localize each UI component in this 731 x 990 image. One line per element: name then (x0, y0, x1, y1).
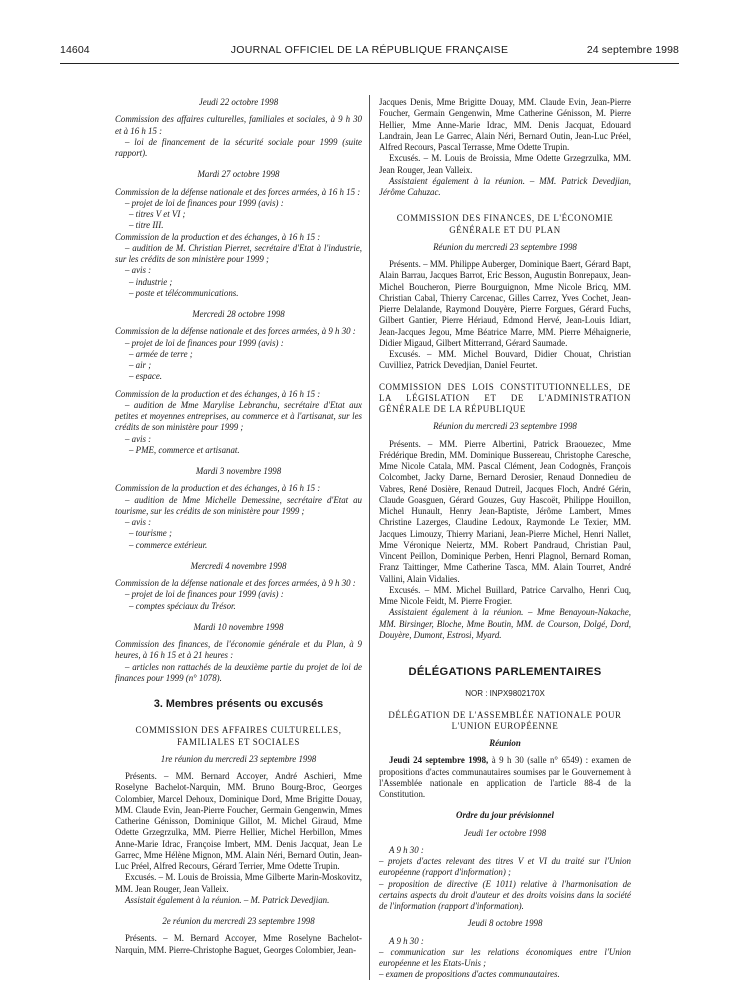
attendance-continued: Jacques Denis, Mme Brigitte Douay, MM. Claude Evin, Jean-Pierre Foucher, Germain Gengenwin, Mme Catherine Génisson, M. Pierre Hellier, Mme Anne-Marie Idrac, MM. Denis Jacquat, Edouard Landrain, Jean Le Garrec, Alain Néri, Bernard Outin, Jean-Luc Préel, Alfred Recours, Pascal Terrasse, Mme Odette Trupin. (379, 97, 631, 152)
date-heading: Jeudi 22 octobre 1998 (198, 97, 279, 107)
agenda-item: – projets d'actes relevant des titres V et VI du traité sur l'Union européenne (rapport d'information) ; (379, 856, 631, 878)
header-rule (60, 63, 679, 64)
section-title: 3. Membres présents ou excusés (153, 698, 324, 710)
agenda-subitem: – industrie ; (129, 276, 173, 287)
agenda-item: – examen de propositions d'actes communautaires. (379, 969, 560, 980)
commission-line: Commission de la production et des échanges, à 16 h 15 : (115, 388, 321, 399)
commission-line: Commission de la production et des échanges, à 16 h 15 : (115, 483, 321, 494)
agenda-item: – audition de Mme Michelle Demessine, secrétaire d'Etat au tourisme, sur les crédits de son ministère pour 1999 ; (115, 494, 362, 516)
attendance-present: Présents. – MM. Pierre Albertini, Patrick Braouezec, Mme Frédérique Bredin, MM. Dominique Bussereau, Christophe Caresche, Mme Nicole Catala, MM. Pascal Clément, Jean Codognès, François Colcombet, Jacky Darne, Bernard Derosier, Renaud Donnedieu de Vabres, René Dosière, Renaud Dutreil, Jacques Floch, André Gérin, Claude Goasguen, Gérard Gouzes, Guy Hascoët, Philippe Houillon, Michel Hunault, Henry Jean-Baptiste, Jérôme Lambert, Mmes Christine Lazerges, Claudine Ledoux, Raymonde Le Texier, MM. Jacques Limouzy, Thierry Mariani, Jean-Pierre Michel, Henri Nallet, Mme Véronique Neiertz, MM. Robert Pandraud, Christian Paul, Vincent Peillon, Dominique Perben, Henri Plagnol, Bernard Roman, Franz Taittinger, Mme Catherine Tasca, MM. Alain Tourret, André Vallini, Alain Vidalies. (379, 438, 631, 584)
agenda-item: – avis : (125, 433, 152, 444)
time-line: A 9 h 30 : (389, 844, 424, 855)
commission-heading: COMMISSION DES FINANCES, DE L'ÉCONOMIE GÉNÉRALE ET DU PLAN (396, 213, 614, 235)
agenda-subitem: – armée de terre ; (129, 348, 193, 359)
attendance-excused: Excusés. – M. Louis de Broissia, Mme Odette Grzegrzulka, MM. Jean Rouger, Jean Valleix. (379, 153, 631, 175)
agenda-subitem: – poste et télécommunications. (129, 287, 239, 298)
agenda-item: – loi de financement de la sécurité sociale pour 1999 (suite rapport). (115, 136, 362, 158)
agenda-subitem: – titre III. (129, 220, 164, 231)
attendance-present: Présents. – MM. Philippe Auberger, Dominique Baert, Gérard Bapt, Alain Barrau, Jacques Barrot, Eric Besson, Augustin Bonrepaux, Jean-Michel Boucheron, Pierre Bourguignon, Mme Nicole Bricq, MM. Christian Cabal, Thierry Carcenac, Gilles Carrez, Yves Cochet, Jean-Pierre Delalande, Raymond Douyère, Pierre Forgues, Gérard Fuchs, Gilbert Gantier, Pierre Hériaud, Edmond Hervé, Jean-Louis Idiart, Jean-Jacques Jegou, Mme Béatrice Marre, MM. Pierre Méhaignerie, Didier Migaud, Gilbert Mitterrand, Gérard Saumade. (379, 259, 631, 348)
commission-line: Commission de la défense nationale et des forces armées, à 9 h 30 : (115, 578, 356, 588)
page-number: 14604 (60, 44, 90, 56)
time-line: A 9 h 30 : (389, 935, 424, 946)
agenda-item: – proposition de directive (E 1011) relative à l'harmonisation de certains aspects du droit d'auteur et des droits voisins dans la société de l'information (rapport d'information). (379, 878, 631, 911)
commission-line: Commission de la défense nationale et des forces armées, à 9 h 30 : (115, 326, 356, 337)
date-heading: Mardi 27 octobre 1998 (197, 169, 280, 180)
commission-line: Commission de la production et des échanges, à 16 h 15 : (115, 231, 321, 242)
attendance-excused: Excusés. – MM. Michel Buillard, Patrice Carvalho, Henri Cuq, Mme Nicole Feidt, M. Pierre Frogier. (379, 584, 631, 606)
agenda-item: – avis : (125, 517, 152, 527)
meeting-entry (379, 755, 631, 800)
date-heading: Jeudi 1er octobre 1998 (463, 827, 547, 838)
column-divider (369, 95, 370, 980)
attendance-excused: Excusés. – M. Louis de Broissia, Mme Gilberte Marin-Moskovitz, MM. Jean Rouger, Jean Valleix. (115, 872, 362, 894)
agenda-subitem: – PME, commerce et artisanat. (129, 444, 240, 455)
agenda-item: – articles non rattachés de la deuxième partie du projet de loi de finances pour 1999 (n° 1078). (115, 661, 362, 683)
agenda-subitem: – titres V et VI ; (129, 209, 186, 219)
agenda-heading: Ordre du jour prévisionnel (456, 810, 554, 821)
attendance-also: Assistaient également à la réunion. – MM. Patrick Devedjian, Jérôme Cahuzac. (379, 175, 631, 197)
meeting-heading: Réunion (489, 738, 521, 748)
agenda-item: – audition de M. Christian Pierret, secrétaire d'Etat à l'industrie, sur les crédits de son ministère pour 1999 ; (115, 242, 362, 264)
attendance-present: Présents. – M. Bernard Accoyer, Mme Roselyne Bachelot-Narquin, MM. Pierre-Christophe Baguet, Georges Colombier, Jean- (115, 933, 362, 955)
agenda-subitem: – espace. (129, 371, 163, 382)
meeting-heading: Réunion du mercredi 23 septembre 1998 (433, 241, 577, 252)
meeting-heading: Réunion du mercredi 23 septembre 1998 (433, 421, 577, 432)
commission-heading: COMMISSION DES LOIS CONSTITUTIONNELLES, DE LA LÉGISLATION ET DE L'ADMINISTRATION GÉNÉRALE DE LA RÉPUBLIQUE (379, 381, 631, 414)
date-heading: Mardi 10 novembre 1998 (193, 621, 284, 632)
meeting-date: Jeudi 24 septembre 1998, (389, 755, 489, 766)
delegation-heading: DÉLÉGATION DE L'ASSEMBLÉE NATIONALE POUR L'UNION EUROPÉENNE (388, 709, 622, 731)
agenda-subitem: – comptes spéciaux du Trésor. (129, 600, 236, 611)
journal-title: JOURNAL OFFICIEL DE LA RÉPUBLIQUE FRANÇAISE (230, 44, 509, 56)
left-column (115, 97, 362, 956)
commission-line: Commission de la défense nationale et des forces armées, à 16 h 15 : (115, 186, 361, 197)
right-column (379, 97, 631, 981)
date-heading: Mardi 3 novembre 1998 (195, 466, 282, 476)
attendance-also: Assistaient également à la réunion. – Mme Benayoun-Nakache, MM. Birsinger, Bloche, Mme Boutin, MM. de Courson, Dolgé, Dord, Douyère, Dumont, Estrosi, Myard. (379, 607, 631, 640)
agenda-item: – avis : (125, 265, 152, 276)
agenda-item: – projet de loi de finances pour 1999 (avis) : (125, 589, 284, 600)
commission-line: Commission des finances, de l'économie générale et du Plan, à 9 heures, à 16 h 15 et à 21 heures : (115, 639, 362, 661)
commission-line: Commission des affaires culturelles, familiales et sociales, à 9 h 30 et à 16 h 15 : (115, 114, 362, 136)
agenda-subitem: – tourisme ; (129, 528, 172, 539)
commission-heading: COMMISSION DES AFFAIRES CULTURELLES, FAMILIALES ET SOCIALES (135, 725, 342, 747)
issue-date: 24 septembre 1998 (586, 44, 679, 56)
agenda-item: – communication sur les relations économiques entre l'Union européenne et les Etats-Unis ; (379, 946, 631, 968)
section-title: DÉLÉGATIONS PARLEMENTAIRES (408, 666, 602, 678)
nor-reference: NOR : INPX9802170X (465, 689, 545, 699)
date-heading: Mercredi 28 octobre 1998 (192, 309, 285, 319)
attendance-present: Présents. – MM. Bernard Accoyer, André Aschieri, Mme Roselyne Bachelot-Narquin, MM. Bruno Bourg-Broc, Georges Colombier, Marcel Dehoux, Dominique Dord, Mme Brigitte Douay, MM. Claude Evin, Jean-Pierre Foucher, Germain Gengenwin, Mmes Catherine Génisson, Dominique Gillot, M. Michel Giraud, Mme Odette Grzegrzulka, MM. Pierre Hellier, Michel Herbillon, Mmes Anne-Marie Idrac, Françoise Imbert, MM. Denis Jacquat, Jean Le Garrec, Mme Hélène Mignon, MM. Alain Néri, Bernard Outin, Jean-Luc Préel, Alfred Recours, Gérard Terrier, Mme Odette Trupin. (115, 771, 362, 871)
date-heading: Jeudi 8 octobre 1998 (467, 918, 543, 929)
meeting-heading: 1re réunion du mercredi 23 septembre 1998 (160, 753, 317, 764)
agenda-item: – projet de loi de finances pour 1999 (avis) : (125, 197, 284, 208)
agenda-item: – audition de Mme Marylise Lebranchu, secrétaire d'Etat aux petites et moyennes entreprises, au commerce et à l'artisanat, sur les crédits de son ministère pour 1999 ; (115, 399, 362, 433)
attendance-also: Assistait également à la réunion. – M. Patrick Devedjian. (125, 894, 330, 905)
attendance-excused: Excusés. – MM. Michel Bouvard, Didier Chouat, Christian Cuvilliez, Patrick Devedjian, Daniel Feurtet. (379, 349, 631, 371)
meeting-description: à 9 h 30 (salle n° 6549) : examen de propositions d'actes communautaires soumises par le Gouvernement à l'Assemblée nationale en application de l'article 88-4 de la Constitution. (379, 755, 631, 799)
agenda-subitem: – air ; (129, 360, 152, 370)
meeting-heading: 2e réunion du mercredi 23 septembre 1998 (162, 916, 315, 926)
agenda-item: – projet de loi de finances pour 1999 (avis) : (125, 337, 284, 348)
agenda-subitem: – commerce extérieur. (129, 539, 208, 550)
date-heading: Mercredi 4 novembre 1998 (190, 560, 287, 571)
